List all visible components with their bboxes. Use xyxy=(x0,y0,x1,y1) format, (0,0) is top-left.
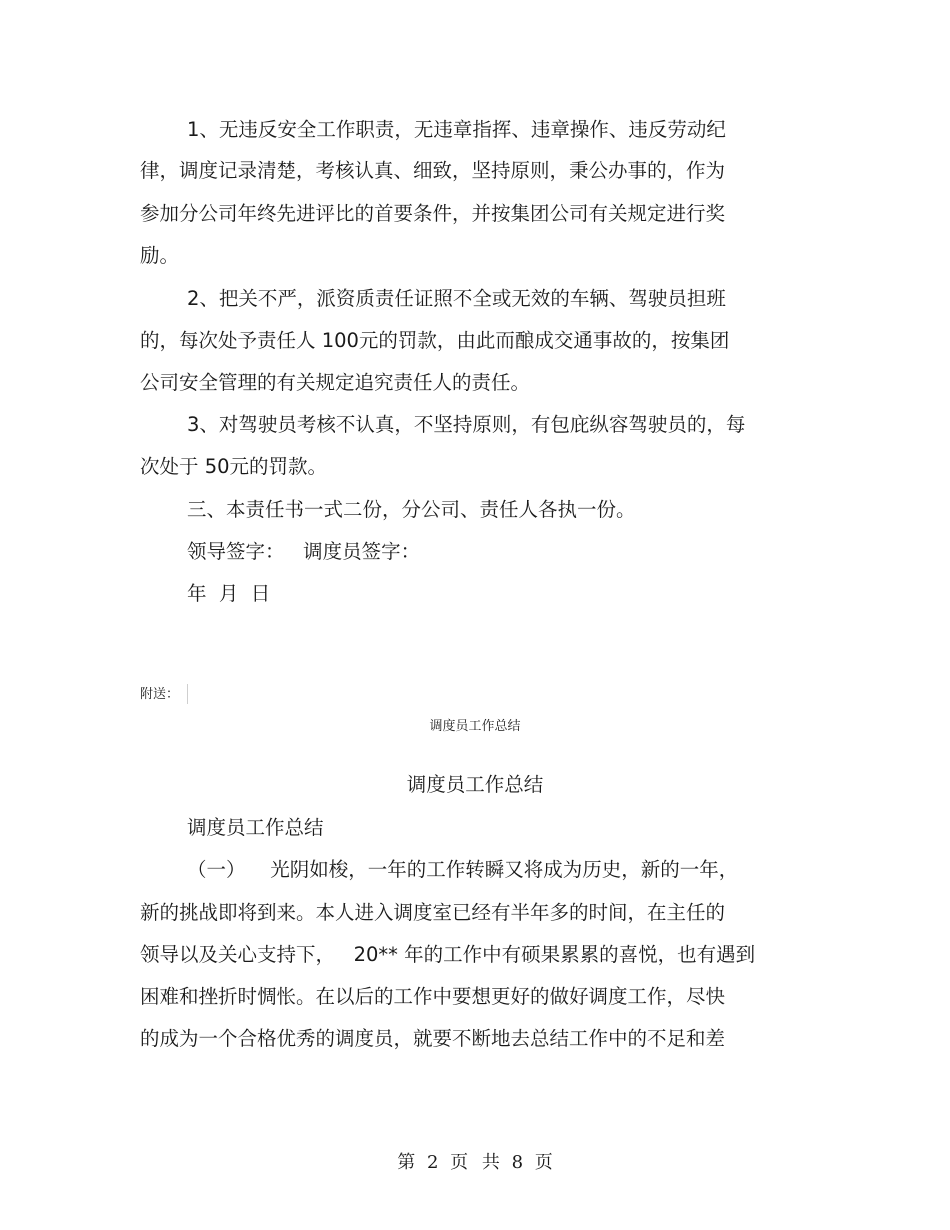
summary-paragraph-line-1: （一） 光阴如梭，一年的工作转瞬又将成为历史，新的一年， xyxy=(187,858,739,881)
item1-line-3: 参加分公司年终先进评比的首要条件，并按集团公司有关规定进行奖 xyxy=(140,202,726,225)
footer-current-page: 2 xyxy=(426,1152,439,1173)
summary-paragraph-line-4: 困难和挫折时惆怅。在以后的工作中要想更好的做好调度工作，尽快 xyxy=(140,985,726,1008)
signature-line: 领导签字： 调度员签字： xyxy=(187,540,421,563)
footer-prefix: 第 xyxy=(397,1152,416,1173)
footer-total-pages: 8 xyxy=(511,1152,524,1173)
date-line: 年 月 日 xyxy=(187,582,271,605)
summary-paragraph-line-5: 的成为一个合格优秀的调度员，就要不断地去总结工作中的不足和差 xyxy=(140,1027,726,1050)
summary-title: 调度员工作总结 xyxy=(406,773,544,796)
summary-paragraph-line-3: 领导以及关心支持下， 20** 年的工作中有硕果累累的喜悦，也有遇到 xyxy=(140,943,756,966)
item1-line-4: 励。 xyxy=(140,244,180,267)
clause-three: 三、本责任书一式二份，分公司、责任人各执一份。 xyxy=(187,498,636,521)
attachment-title: 调度员工作总结 xyxy=(429,719,521,734)
item2-line-2: 的，每次处予责任人 100元的罚款，由此而酿成交通事故的，按集团 xyxy=(140,329,730,352)
item2-line-3: 公司安全管理的有关规定追究责任人的责任。 xyxy=(140,371,531,394)
attachment-divider xyxy=(187,684,188,704)
page-footer xyxy=(0,1154,950,1172)
item1-line-1: 1、无违反安全工作职责，无违章指挥、违章操作、违反劳动纪 xyxy=(187,118,726,141)
item3-line-2: 次处于 50元的罚款。 xyxy=(140,455,328,478)
item2-line-1: 2、把关不严，派资质责任证照不全或无效的车辆、驾驶员担班 xyxy=(187,287,726,310)
item1-line-2: 律，调度记录清楚，考核认真、细致，坚持原则，秉公办事的，作为 xyxy=(140,159,726,182)
footer-mid: 页 共 xyxy=(450,1152,500,1173)
summary-paragraph-line-2: 新的挑战即将到来。本人进入调度室已经有半年多的时间，在主任的 xyxy=(140,901,726,924)
item3-line-1: 3、对驾驶员考核不认真，不坚持原则，有包庇纵容驾驶员的，每 xyxy=(187,413,746,436)
summary-subtitle: 调度员工作总结 xyxy=(187,816,324,839)
attachment-label: 附送： xyxy=(140,687,180,702)
footer-suffix: 页 xyxy=(534,1152,553,1173)
